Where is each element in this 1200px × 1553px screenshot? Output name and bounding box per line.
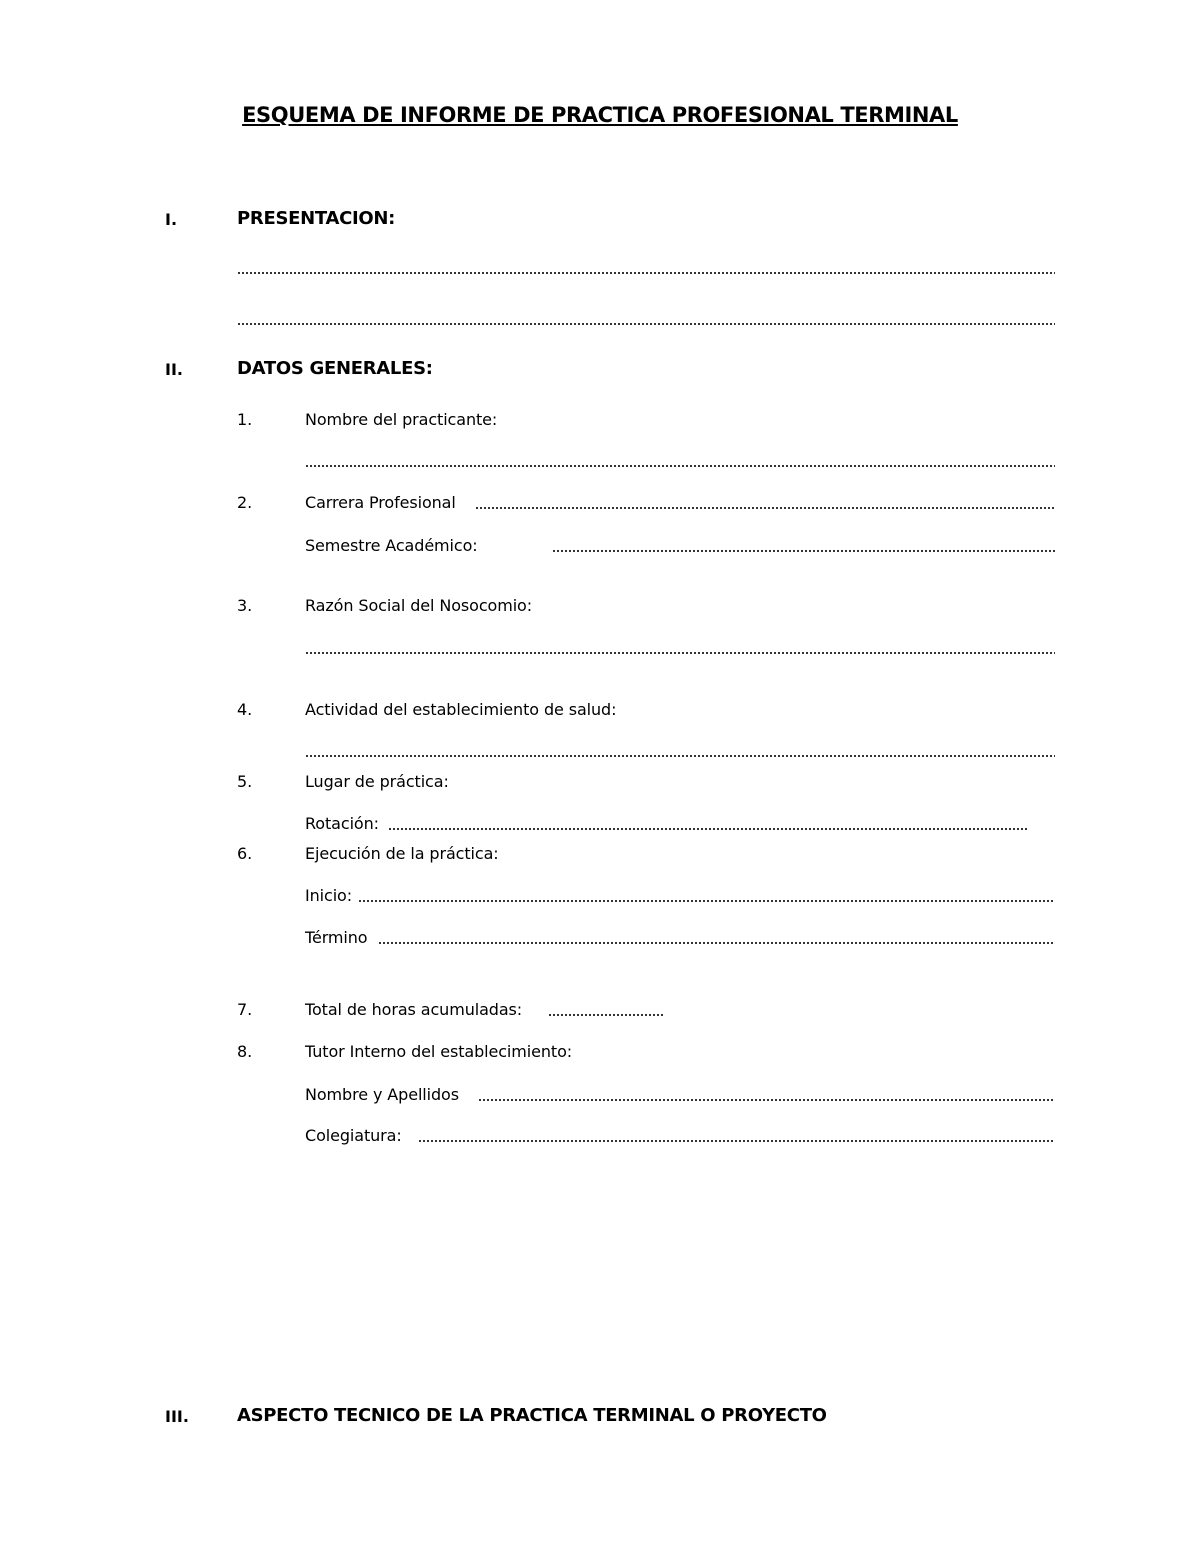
item-1-label: Nombre del practicante: bbox=[305, 410, 498, 429]
document-title: ESQUEMA DE INFORME DE PRACTICA PROFESIONAL TERMINAL bbox=[242, 103, 958, 127]
section-3-heading: ASPECTO TECNICO DE LA PRACTICA TERMINAL O PROYECTO bbox=[237, 1405, 827, 1426]
presentation-fill-line-2 bbox=[237, 323, 1055, 325]
item-8-number: 8. bbox=[237, 1042, 253, 1061]
item-8-sub-fill-line-2 bbox=[418, 1140, 1055, 1142]
item-2-fill-line bbox=[475, 507, 1055, 509]
section-1-numeral: I. bbox=[165, 210, 178, 229]
item-2-sub-fill-line bbox=[552, 550, 1055, 552]
item-8-sub-fill-line bbox=[478, 1099, 1055, 1101]
item-6-sub-fill-line bbox=[358, 900, 1055, 902]
section-2-heading: DATOS GENERALES: bbox=[237, 358, 433, 379]
presentation-fill-line-1 bbox=[237, 272, 1055, 274]
item-6-sub-fill-line-2 bbox=[378, 942, 1055, 944]
section-1-heading: PRESENTACION: bbox=[237, 208, 396, 229]
item-7-number: 7. bbox=[237, 1000, 253, 1019]
item-8-label: Tutor Interno del establecimiento: bbox=[305, 1042, 573, 1061]
item-3-fill-line bbox=[305, 652, 1055, 654]
item-6-sublabel: Inicio: bbox=[305, 886, 353, 905]
item-4-fill-line bbox=[305, 755, 1055, 757]
item-6-label: Ejecución de la práctica: bbox=[305, 844, 499, 863]
section-3-numeral: III. bbox=[165, 1407, 189, 1426]
item-5-sub-fill-line bbox=[388, 828, 1028, 830]
item-3-number: 3. bbox=[237, 596, 253, 615]
item-4-number: 4. bbox=[237, 700, 253, 719]
item-5-number: 5. bbox=[237, 772, 253, 791]
item-4-label: Actividad del establecimiento de salud: bbox=[305, 700, 617, 719]
item-2-number: 2. bbox=[237, 493, 253, 512]
item-7-fill-line bbox=[548, 1014, 665, 1016]
item-6-sublabel-2: Término bbox=[305, 928, 368, 947]
item-8-sublabel: Nombre y Apellidos bbox=[305, 1085, 459, 1104]
item-1-fill-line bbox=[305, 465, 1055, 467]
item-3-label: Razón Social del Nosocomio: bbox=[305, 596, 533, 615]
item-2-label: Carrera Profesional bbox=[305, 493, 456, 512]
item-6-number: 6. bbox=[237, 844, 253, 863]
section-2-numeral: II. bbox=[165, 360, 183, 379]
item-8-sublabel-2: Colegiatura: bbox=[305, 1126, 402, 1145]
item-5-label: Lugar de práctica: bbox=[305, 772, 449, 791]
item-5-sublabel: Rotación: bbox=[305, 814, 379, 833]
item-7-label: Total de horas acumuladas: bbox=[305, 1000, 523, 1019]
item-2-sublabel: Semestre Académico: bbox=[305, 536, 478, 555]
item-1-number: 1. bbox=[237, 410, 253, 429]
